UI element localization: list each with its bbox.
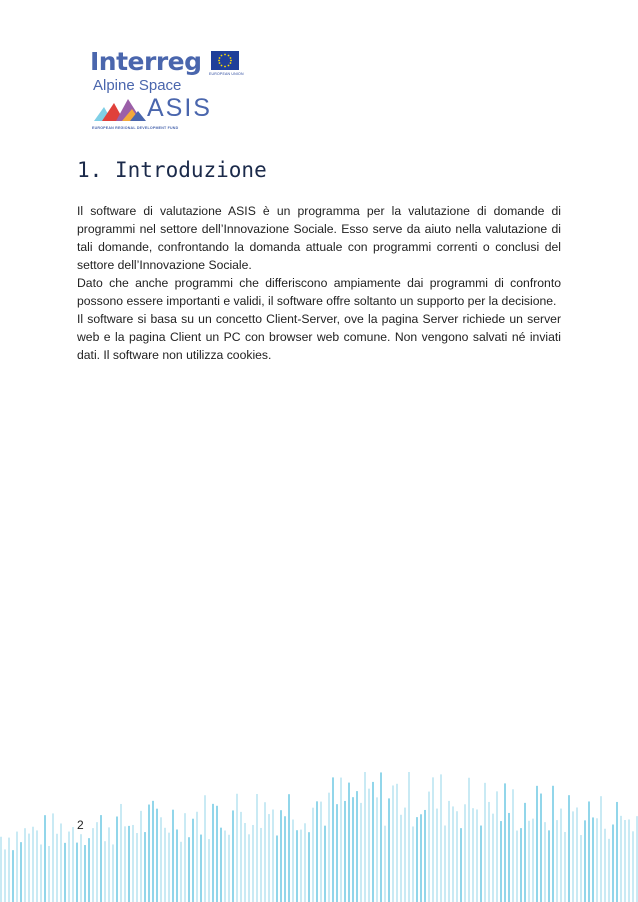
decorative-bar	[484, 783, 486, 902]
decorative-bar	[308, 832, 310, 902]
decorative-bar	[492, 814, 494, 902]
section-heading	[77, 156, 267, 184]
decorative-bar	[160, 817, 162, 902]
decorative-bar	[68, 832, 70, 902]
decorative-bar	[564, 832, 566, 902]
decorative-bar	[560, 809, 562, 902]
decorative-bar	[428, 792, 430, 902]
body-text	[77, 202, 561, 364]
decorative-bar	[592, 817, 594, 902]
logo-subtitle: Alpine Space	[93, 77, 182, 94]
decorative-bar	[100, 815, 102, 902]
decorative-bar	[328, 793, 330, 902]
decorative-bar	[468, 778, 470, 902]
decorative-bar	[540, 794, 542, 902]
paragraph: Il software si basa su un concetto Client-Server, ove la pagina Server richiede un server web e la pagina Client un PC con browser web comune. Non vengono salvati né inviati dati. Il software non utilizza cookies.	[77, 312, 561, 362]
decorative-bar	[496, 791, 498, 902]
decorative-bar	[204, 795, 206, 902]
decorative-bar	[348, 783, 350, 902]
decorative-bar	[536, 786, 538, 902]
decorative-bar	[336, 804, 338, 902]
decorative-bar	[624, 820, 626, 902]
decorative-bar	[556, 820, 558, 902]
decorative-bar	[304, 823, 306, 902]
decorative-bar	[620, 816, 622, 902]
decorative-bar	[292, 820, 294, 902]
decorative-bar	[280, 810, 282, 902]
decorative-bar	[424, 810, 426, 902]
decorative-bar	[216, 806, 218, 902]
decorative-bar	[136, 833, 138, 902]
decorative-bar	[432, 777, 434, 902]
decorative-bar	[240, 812, 242, 902]
decorative-bar	[352, 797, 354, 902]
decorative-bar	[248, 834, 250, 902]
decorative-bar	[440, 774, 442, 902]
paragraph: Il software di valutazione ASIS è un programma per la valutazione di domande di programmi nel settore dell’Innovazione Sociale. Esso serve da aiuto nella valutazione di tali domande, confrontando la domanda attuale con programmi correnti o conclusi del settore dell’Innovazione Sociale.	[77, 204, 561, 272]
decorative-bar	[252, 825, 254, 902]
decorative-bar	[504, 783, 506, 902]
decorative-bar	[92, 828, 94, 902]
decorative-bar	[436, 809, 438, 902]
decorative-bar	[324, 826, 326, 902]
decorative-bar	[580, 835, 582, 902]
decorative-bar	[416, 817, 418, 902]
decorative-bar	[0, 837, 2, 902]
decorative-bar	[320, 802, 322, 902]
decorative-bar	[132, 825, 134, 902]
decorative-bar	[408, 772, 410, 902]
decorative-bar	[200, 835, 202, 902]
decorative-bar	[456, 811, 458, 902]
decorative-bar	[284, 816, 286, 902]
decorative-bar	[312, 808, 314, 902]
decorative-bar	[48, 846, 50, 902]
decorative-bar	[148, 805, 150, 902]
decorative-bar	[108, 827, 110, 902]
decorative-bar	[84, 845, 86, 902]
decorative-bar	[476, 809, 478, 902]
decorative-bar	[12, 850, 14, 902]
decorative-bar	[80, 834, 82, 902]
decorative-bar	[88, 838, 90, 902]
decorative-bar	[52, 813, 54, 902]
decorative-bar	[472, 808, 474, 902]
decorative-bar	[596, 818, 598, 902]
decorative-bar	[332, 777, 334, 902]
decorative-bar	[40, 844, 42, 902]
decorative-bar	[384, 826, 386, 902]
decorative-bar	[28, 834, 30, 902]
decorative-bar	[172, 810, 174, 902]
decorative-bar	[164, 828, 166, 902]
decorative-bar	[444, 826, 446, 902]
decorative-bar	[232, 810, 234, 902]
decorative-bar	[192, 819, 194, 902]
decorative-bar	[236, 794, 238, 902]
decorative-bar	[356, 791, 358, 902]
section-title: Introduzione	[115, 158, 267, 182]
decorative-bar	[316, 801, 318, 902]
decorative-bar	[568, 795, 570, 902]
decorative-bar	[8, 838, 10, 902]
decorative-bar	[180, 842, 182, 902]
paragraph: Dato che anche programmi che differiscono ampiamente dai programmi di confronto possono essere importanti e validi, il software offre soltanto un supporto per la decisione.	[77, 276, 561, 308]
section-number: 1.	[77, 158, 103, 182]
decorative-bar	[612, 825, 614, 902]
decorative-bar	[208, 839, 210, 902]
decorative-bar	[616, 802, 618, 902]
decorative-bar	[372, 782, 374, 902]
decorative-bar	[412, 826, 414, 902]
decorative-bar	[228, 835, 230, 902]
decorative-bar	[36, 830, 38, 902]
decorative-bar	[360, 803, 362, 902]
decorative-bar	[460, 828, 462, 902]
decorative-bar	[128, 826, 130, 902]
decorative-bar	[104, 841, 106, 902]
decorative-bar	[344, 801, 346, 902]
decorative-bar	[4, 849, 6, 902]
decorative-bar	[532, 819, 534, 902]
decorative-bar	[608, 839, 610, 902]
decorative-bar	[196, 812, 198, 902]
decorative-bar	[56, 834, 58, 902]
eu-caption: EUROPEAN UNION	[209, 72, 244, 76]
decorative-bar	[588, 801, 590, 902]
decorative-bar	[72, 827, 74, 902]
decorative-bar	[20, 842, 22, 902]
decorative-bar	[584, 820, 586, 902]
decorative-bar	[212, 804, 214, 902]
decorative-bar	[124, 826, 126, 902]
decorative-bar	[524, 803, 526, 902]
decorative-bar	[24, 828, 26, 902]
decorative-bar	[516, 831, 518, 902]
decorative-bar	[452, 806, 454, 902]
decorative-bar	[184, 813, 186, 902]
decorative-bar	[392, 785, 394, 902]
decorative-bar	[396, 784, 398, 902]
decorative-bar	[364, 772, 366, 902]
decorative-bar	[220, 828, 222, 902]
decorative-bar	[420, 814, 422, 902]
decorative-bar	[552, 786, 554, 902]
decorative-bar	[276, 835, 278, 902]
decorative-bar	[256, 794, 258, 902]
decorative-bar	[152, 801, 154, 902]
decorative-bar	[268, 814, 270, 902]
decorative-bar	[380, 772, 382, 902]
decorative-bar	[376, 797, 378, 902]
decorative-bar	[176, 829, 178, 902]
decorative-bar	[272, 809, 274, 902]
decorative-bar	[264, 802, 266, 902]
decorative-bar	[572, 811, 574, 902]
decorative-bar	[576, 807, 578, 902]
decorative-bar	[96, 822, 98, 902]
decorative-bar	[140, 811, 142, 902]
decorative-bar	[632, 831, 634, 902]
decorative-bar	[400, 815, 402, 902]
decorative-bar	[64, 843, 66, 902]
decorative-bar	[112, 844, 114, 902]
decorative-bar	[500, 821, 502, 902]
decorative-bar	[44, 815, 46, 902]
decorative-bar	[60, 823, 62, 902]
decorative-bar	[480, 826, 482, 902]
decorative-bar	[340, 778, 342, 902]
decorative-bar	[368, 789, 370, 902]
decorative-bar	[32, 827, 34, 902]
decorative-bar	[512, 789, 514, 902]
decorative-bar	[120, 804, 122, 902]
logo-project-name: ASIS	[147, 94, 212, 122]
decorative-bar	[168, 833, 170, 902]
decorative-bar	[244, 823, 246, 902]
decorative-bar	[224, 831, 226, 902]
decorative-bar	[144, 832, 146, 902]
decorative-sound-bars	[0, 772, 638, 902]
decorative-bar	[188, 837, 190, 902]
decorative-bar	[628, 819, 630, 902]
decorative-bar	[76, 843, 78, 902]
decorative-bar	[300, 830, 302, 902]
asis-mountains-icon	[94, 95, 146, 121]
decorative-bar	[604, 829, 606, 902]
decorative-bar	[156, 809, 158, 902]
logo-fund-caption: EUROPEAN REGIONAL DEVELOPMENT FUND	[92, 126, 179, 130]
decorative-bar	[296, 830, 298, 902]
page-number: 2	[77, 818, 84, 832]
decorative-bar	[404, 808, 406, 902]
logo-wordmark: Interreg	[90, 47, 202, 76]
decorative-bar	[448, 801, 450, 902]
decorative-bar	[600, 796, 602, 902]
decorative-bar	[488, 802, 490, 902]
decorative-bar	[548, 830, 550, 902]
decorative-bar	[508, 813, 510, 902]
decorative-bar	[16, 832, 18, 902]
eu-flag-icon	[211, 51, 239, 70]
decorative-bar	[388, 798, 390, 902]
interreg-logo	[90, 48, 250, 132]
decorative-bar	[464, 804, 466, 902]
decorative-bar	[544, 822, 546, 902]
decorative-bar	[520, 828, 522, 902]
decorative-bar	[116, 817, 118, 902]
decorative-bar	[528, 821, 530, 902]
decorative-bar	[288, 794, 290, 902]
decorative-bar	[260, 828, 262, 902]
